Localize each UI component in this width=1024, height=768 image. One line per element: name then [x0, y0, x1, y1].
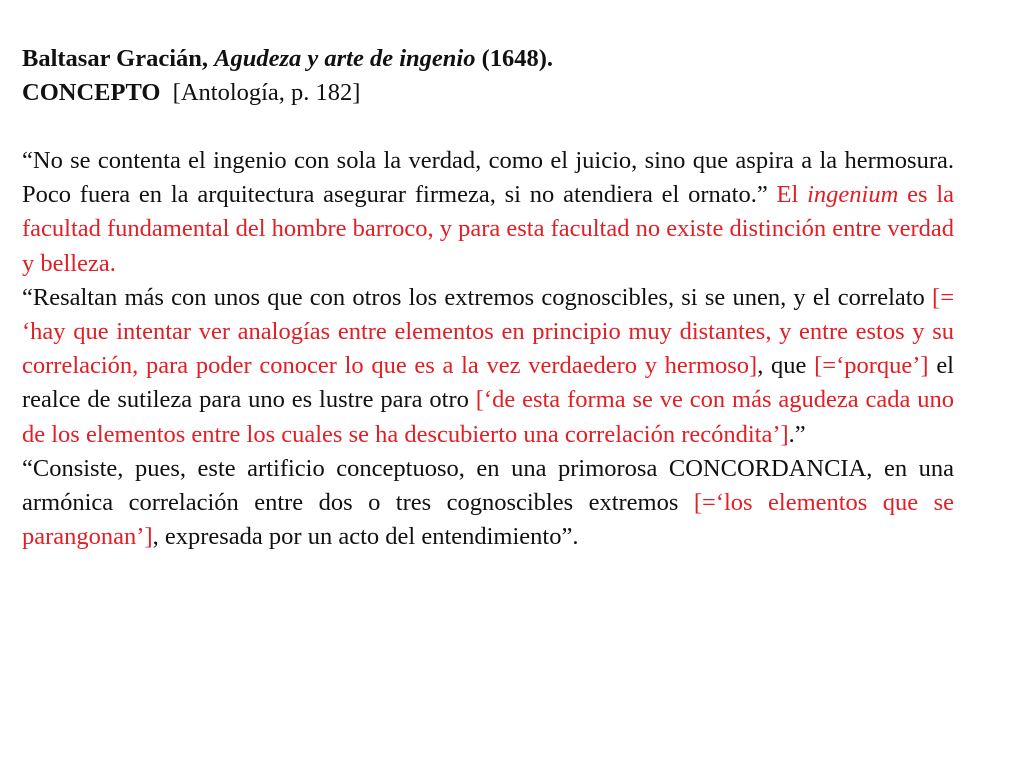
quote-text: “No se contenta el ingenio con sola la verdad, como el juicio, sino que aspira a la hermosura. Poco fuera en la arquitectura asegurar firmeza, si no atendiera el ornato.”: [22, 147, 954, 209]
quote-text: , expresada por un acto del entendimiento”.: [152, 523, 579, 551]
gloss-text: [= ‘hay que intentar ver analogías entre elementos en principio muy distantes, y entre estos y su correlación, para poder conocer lo que es a la vez verdaedero y hermoso]: [22, 283, 955, 380]
latin-term: ingenium: [807, 181, 899, 209]
quote-text: .”: [788, 420, 806, 448]
gloss-text: [‘de esta forma se ve con más agudeza cada uno de los elementos entre los cuales se ha descubierto una correlación recóndita’]: [22, 386, 954, 448]
topic-heading: CONCEPTO: [22, 79, 161, 106]
slide-content: [22, 42, 954, 554]
gloss-text: [=‘porque’]: [814, 352, 929, 380]
anthology-reference: [Antología, p. 182]: [172, 79, 361, 106]
commentary-part: es la facultad fundamental del hombre barroco, y para esta facultad no existe distinción entre verdad y belleza.: [22, 181, 955, 277]
quote-text: “Resaltan más con unos que con otros los extremos cognoscibles, si se unen, y el correlato: [22, 283, 925, 311]
gloss-text: [=‘los elementos que se parangonan’]: [22, 489, 955, 551]
work-title: Agudeza y arte de ingenio: [214, 45, 476, 72]
author-name: Baltasar Gracián,: [22, 45, 209, 72]
slide-subtitle: [22, 76, 954, 110]
commentary-part: El: [776, 181, 799, 209]
slide-title: [22, 42, 954, 76]
paragraph-ornato: [22, 144, 954, 281]
quote-text: , que: [757, 352, 807, 380]
quote-text: el realce de sutileza para uno es lustre para otro: [22, 352, 954, 414]
paragraph-concordancia: [22, 452, 954, 555]
work-year: (1648).: [481, 45, 554, 72]
paragraph-correlato: [22, 281, 954, 452]
quote-text: “Consiste, pues, este artificio conceptuoso, en una primorosa CONCORDANCIA, en una armónica correlación entre dos o tres cognoscibles extremos: [22, 454, 954, 517]
